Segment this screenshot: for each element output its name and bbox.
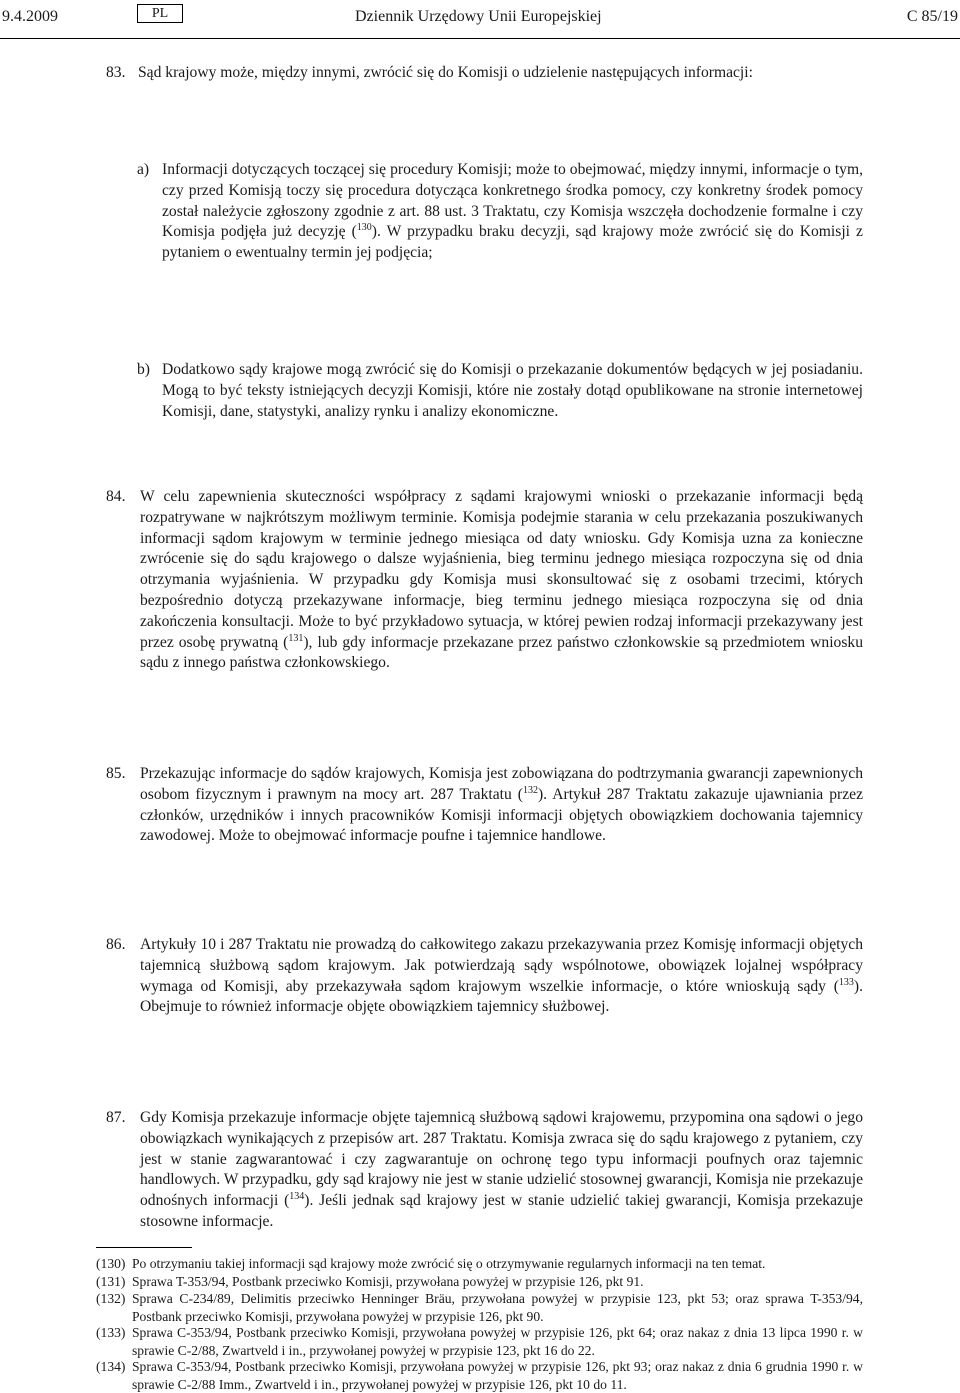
paragraph-83-intro: Sąd krajowy może, między innymi, zwrócić się do Komisji o udzielenie następujących informacji: xyxy=(138,64,753,81)
footnote-ref-131: 131 xyxy=(288,632,304,644)
footnote-separator xyxy=(96,1247,192,1248)
header-rule xyxy=(0,38,960,39)
language-badge: PL xyxy=(137,4,183,23)
footnote-text: Po otrzymaniu takiej informacji sąd krajowy może zwrócić się o otrzymywanie regularnych informacji na ten temat. xyxy=(132,1256,766,1271)
paragraph-84-part1: W celu zapewnienia skuteczności współpracy z sądami krajowymi wnioski o przekazanie informacji będą rozpatrywane w najkrótszym możliwym terminie. Komisja podejmie starania w celu przekazania poszukiwanych informacji sądom krajowym w terminie jednego miesiąca od daty wniosku. Gdy Komisja uzna za konieczne zwrócenie się do sądu krajowego o dalsze wyjaśnienia, bieg terminu jednego miesiąca rozpoczyna się od dnia otrzymania wyjaśnienia. W przypadku gdy Komisja musi skonsultować się z osobami trzecimi, których bezpośrednio dotyczą przekazywane informacje, bieg terminu jednego miesiąca rozpoczyna się od dnia zakończenia konsultacji. Może to być przykładowo sytuacja, w której pewien rodzaj informacji przekazywany jest przez osobę prywatną ( xyxy=(140,488,863,651)
footnote-mark: (134) xyxy=(96,1359,126,1374)
paragraph-number-84: 84. xyxy=(106,488,126,505)
item-b-label: b) xyxy=(137,361,150,378)
paragraph-87-text xyxy=(140,1108,863,1233)
paragraph-85-part2: ). Artykuł 287 Traktatu zakazuje ujawniania przez członków, urzędników i innych pracowników Komisji informacji objętych obowiązkiem dochowania tajemnicy zawodowej. Może to obejmować informacje poufne i tajemnice handlowe. xyxy=(140,785,863,845)
paragraph-86-text xyxy=(140,935,863,1018)
paragraph-85-text xyxy=(140,764,863,847)
item-a-text xyxy=(162,160,863,264)
footnote-ref-134: 134 xyxy=(289,1191,305,1202)
item-a-text-part2: ). W przypadku braku decyzji, sąd krajowy może zwrócić się do Komisji z pytaniem o ewentualny termin jej podjęcia; xyxy=(162,223,863,262)
footnote-text: Sprawa C-234/89, Delimitis przeciwko Henninger Bräu, przywołana powyżej w przypisie 123, pkt 53; oraz sprawa T-353/94, Postbank przeciwko Komisji, przywołana powyżej w przypisie 126, pkt 90. xyxy=(132,1291,863,1324)
footnote-text: Sprawa C-353/94, Postbank przeciwko Komisji, przywołana powyżej w przypisie 126, pkt 64; oraz nakaz z dnia 13 lipca 1990 r. w sprawie C-2/88, Zwartveld i in., przywołanej powyżej w przypisie 123, pkt 16 do 22. xyxy=(132,1325,863,1358)
paragraph-86-part1: Artykuły 10 i 287 Traktatu nie prowadzą do całkowitego zakazu przekazywania przez Komisję informacji objętych tajemnicą służbową sądom krajowym. Jak potwierdzają sądy wspólnotowe, obowiązek lojalnej współpracy wymaga od Komisji, aby przekazywała sądom krajowym wszelkie informacje, o które wnioskują sądy ( xyxy=(140,936,863,995)
paragraph-number-87: 87. xyxy=(106,1109,126,1126)
item-a-label: a) xyxy=(137,161,150,178)
footnote-ref-133: 133 xyxy=(838,976,854,988)
footnote-mark: (132) xyxy=(96,1291,126,1306)
page-number: C 85/19 xyxy=(906,8,958,25)
journal-title: Dziennik Urzędowy Unii Europejskiej xyxy=(355,8,602,25)
paragraph-87-part1: Gdy Komisja przekazuje informacje objęte tajemnicą służbową sądowi krajowemu, przypomina ona sądowi o jego obowiązkach wynikających z przepisów art. 287 Traktatu. Komisja zwraca się do sądu krajowego z pytaniem, czy jest w stanie zagwarantować i czy zagwarantuje on ochronę tego typu informacji poufnych oraz tajemnic handlowych. W przypadku, gdy sąd krajowy nie jest w stanie udzielić stosownej gwarancji, Komisja nie przekazuje odnośnych informacji ( xyxy=(140,1109,863,1210)
paragraph-number-85: 85. xyxy=(106,765,126,782)
footnote-mark: (133) xyxy=(96,1325,126,1340)
publication-date: 9.4.2009 xyxy=(2,8,58,25)
item-b-text: Dodatkowo sądy krajowe mogą zwrócić się do Komisji o przekazanie dokumentów będących w jej posiadaniu. Mogą to być teksty istniejących decyzji Komisji, które nie zostały dotąd opublikowane na stronie internetowej Komisji, dane, statystyki, analizy rynku i analizy ekonomiczne. xyxy=(162,361,863,420)
footnote-ref-132: 132 xyxy=(522,784,538,796)
footnote-ref-130: 130 xyxy=(356,222,372,234)
item-a-text-part1: Informacji dotyczących toczącej się procedury Komisji; może to obejmować, między innymi, informacje o tym, czy przed Komisją toczy się procedura dotycząca konkretnego środka pomocy, czy konkretny środek pomocy został należycie zgłoszony zgodnie z art. 88 ust. 3 Traktatu, czy Komisja wszczęła dochodzenie formalne i czy Komisja podjęła już decyzję ( xyxy=(162,161,863,241)
paragraph-number-83: 83. xyxy=(106,64,126,81)
paragraph-number-86: 86. xyxy=(106,936,126,953)
paragraph-86-part2: ). Obejmuje to również informacje objęte obowiązkiem tajemnicy służbowej. xyxy=(140,977,863,1016)
paragraph-87-part2: ). Jeśli jednak sąd krajowy jest w stanie udzielić takiej gwarancji, Komisja przekazuje stosowne informacje. xyxy=(140,1192,863,1230)
footnote-mark: (131) xyxy=(96,1274,126,1289)
footnote-text: Sprawa T-353/94, Postbank przeciwko Komisji, przywołana powyżej w przypisie 126, pkt 91. xyxy=(132,1274,644,1289)
paragraph-84-text xyxy=(140,487,863,674)
paragraph-85-part1: Przekazując informacje do sądów krajowych, Komisja jest zobowiązana do podtrzymania gwarancji zapewnionych osobom fizycznym i prawnym na mocy art. 287 Traktatu ( xyxy=(140,765,863,803)
footnote-mark: (130) xyxy=(96,1256,126,1271)
footnote-text: Sprawa C-353/94, Postbank przeciwko Komisji, przywołana powyżej w przypisie 126, pkt 93; oraz nakaz z dnia 6 grudnia 1990 r. w sprawie C-2/88 Imm., Zwartveld i in., przywołanej powyżej w przypisie 126, pkt 10 do 11. xyxy=(132,1359,863,1392)
page-header xyxy=(0,0,960,40)
paragraph-84-part2: ), lub gdy informacje przekazane przez państwo członkowskie są przedmiotem wniosku sądu z innego państwa członkowskiego. xyxy=(140,633,864,672)
